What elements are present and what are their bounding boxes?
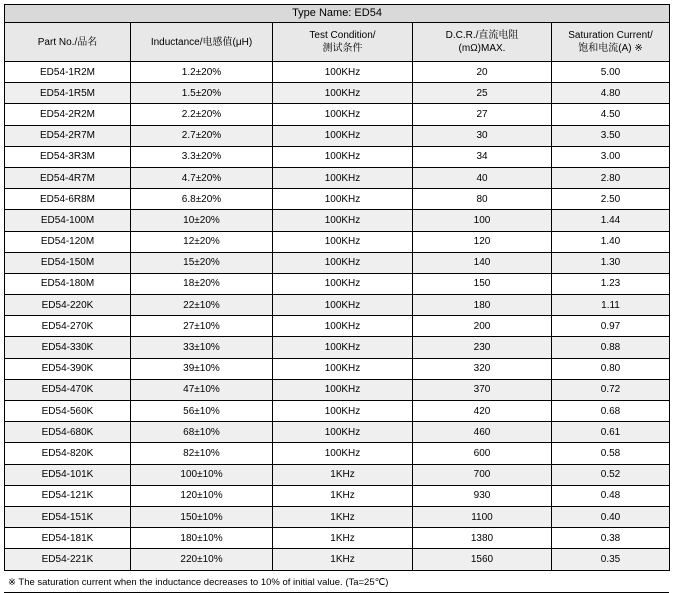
cell-part-no: ED54-560K [5, 401, 131, 422]
cell-saturation-current: 0.80 [552, 358, 670, 379]
cell-inductance: 6.8±20% [131, 189, 273, 210]
cell-dcr: 1560 [413, 549, 552, 570]
cell-inductance: 100±10% [131, 464, 273, 485]
cell-saturation-current: 0.61 [552, 422, 670, 443]
cell-inductance: 22±10% [131, 295, 273, 316]
cell-saturation-current: 4.80 [552, 83, 670, 104]
cell-test-condition: 100KHz [273, 337, 413, 358]
cell-test-condition: 100KHz [273, 379, 413, 400]
cell-inductance: 15±20% [131, 252, 273, 273]
cell-test-condition: 100KHz [273, 231, 413, 252]
cell-inductance: 1.5±20% [131, 83, 273, 104]
table-row [5, 125, 670, 146]
table-row [5, 379, 670, 400]
cell-part-no: ED54-101K [5, 464, 131, 485]
table-header-row [5, 23, 670, 62]
cell-part-no: ED54-1R5M [5, 83, 131, 104]
cell-part-no: ED54-330K [5, 337, 131, 358]
table-row [5, 464, 670, 485]
cell-dcr: 27 [413, 104, 552, 125]
cell-inductance: 2.7±20% [131, 125, 273, 146]
table-row [5, 401, 670, 422]
cell-test-condition: 1KHz [273, 506, 413, 527]
cell-part-no: ED54-180M [5, 273, 131, 294]
cell-inductance: 180±10% [131, 528, 273, 549]
cell-inductance: 1.2±20% [131, 62, 273, 83]
cell-inductance: 47±10% [131, 379, 273, 400]
cell-part-no: ED54-151K [5, 506, 131, 527]
cell-inductance: 120±10% [131, 485, 273, 506]
table-row [5, 210, 670, 231]
cell-saturation-current: 5.00 [552, 62, 670, 83]
cell-part-no: ED54-470K [5, 379, 131, 400]
table-row [5, 252, 670, 273]
column-header-dcr-line1: D.C.R./直流电阻 [445, 30, 519, 41]
cell-saturation-current: 0.72 [552, 379, 670, 400]
cell-saturation-current: 0.40 [552, 506, 670, 527]
cell-part-no: ED54-2R7M [5, 125, 131, 146]
cell-dcr: 320 [413, 358, 552, 379]
cell-test-condition: 100KHz [273, 189, 413, 210]
column-header-test-condition-line2: 测试条件 [322, 43, 363, 54]
cell-part-no: ED54-270K [5, 316, 131, 337]
table-row [5, 528, 670, 549]
cell-test-condition: 1KHz [273, 549, 413, 570]
cell-saturation-current: 1.30 [552, 252, 670, 273]
column-header-test-condition-line1: Test Condition/ [309, 30, 376, 41]
cell-part-no: ED54-120M [5, 231, 131, 252]
column-header-saturation-current-line2: 饱和电流(A) ※ [578, 43, 643, 54]
footnote: ※ The saturation current when the inductance decreases to 10% of initial value. (Ta=25℃) [8, 576, 389, 588]
cell-dcr: 150 [413, 273, 552, 294]
cell-saturation-current: 4.50 [552, 104, 670, 125]
cell-part-no: ED54-6R8M [5, 189, 131, 210]
cell-inductance: 10±20% [131, 210, 273, 231]
cell-test-condition: 1KHz [273, 528, 413, 549]
cell-test-condition: 100KHz [273, 83, 413, 104]
cell-test-condition: 100KHz [273, 401, 413, 422]
cell-part-no: ED54-1R2M [5, 62, 131, 83]
cell-dcr: 40 [413, 167, 552, 188]
cell-saturation-current: 0.52 [552, 464, 670, 485]
table-row [5, 358, 670, 379]
footer-divider [4, 592, 669, 593]
table-row [5, 273, 670, 294]
table-row [5, 62, 670, 83]
cell-test-condition: 100KHz [273, 104, 413, 125]
cell-dcr: 20 [413, 62, 552, 83]
cell-inductance: 27±10% [131, 316, 273, 337]
cell-dcr: 30 [413, 125, 552, 146]
table-row [5, 104, 670, 125]
table-row [5, 146, 670, 167]
cell-part-no: ED54-2R2M [5, 104, 131, 125]
table-row [5, 549, 670, 570]
cell-dcr: 370 [413, 379, 552, 400]
cell-inductance: 68±10% [131, 422, 273, 443]
cell-inductance: 220±10% [131, 549, 273, 570]
cell-saturation-current: 1.23 [552, 273, 670, 294]
cell-part-no: ED54-820K [5, 443, 131, 464]
cell-inductance: 2.2±20% [131, 104, 273, 125]
column-header-test-condition [273, 23, 413, 62]
table-row [5, 231, 670, 252]
cell-inductance: 33±10% [131, 337, 273, 358]
cell-saturation-current: 2.50 [552, 189, 670, 210]
cell-dcr: 600 [413, 443, 552, 464]
cell-inductance: 82±10% [131, 443, 273, 464]
cell-part-no: ED54-121K [5, 485, 131, 506]
column-header-dcr [413, 23, 552, 62]
cell-test-condition: 100KHz [273, 273, 413, 294]
specification-table [4, 4, 670, 571]
table-row [5, 443, 670, 464]
cell-dcr: 34 [413, 146, 552, 167]
cell-part-no: ED54-680K [5, 422, 131, 443]
cell-saturation-current: 0.97 [552, 316, 670, 337]
column-header-part-no-line1: Part No./品名 [37, 36, 98, 48]
cell-part-no: ED54-221K [5, 549, 131, 570]
table-row [5, 316, 670, 337]
cell-inductance: 3.3±20% [131, 146, 273, 167]
cell-test-condition: 1KHz [273, 485, 413, 506]
cell-dcr: 180 [413, 295, 552, 316]
table-row [5, 506, 670, 527]
cell-saturation-current: 3.50 [552, 125, 670, 146]
type-name-title: Type Name: ED54 [5, 5, 670, 23]
cell-dcr: 25 [413, 83, 552, 104]
cell-test-condition: 100KHz [273, 295, 413, 316]
cell-saturation-current: 1.40 [552, 231, 670, 252]
cell-test-condition: 100KHz [273, 210, 413, 231]
cell-dcr: 930 [413, 485, 552, 506]
cell-dcr: 80 [413, 189, 552, 210]
cell-saturation-current: 0.88 [552, 337, 670, 358]
cell-dcr: 120 [413, 231, 552, 252]
cell-test-condition: 100KHz [273, 252, 413, 273]
cell-saturation-current: 0.68 [552, 401, 670, 422]
cell-dcr: 460 [413, 422, 552, 443]
cell-part-no: ED54-100M [5, 210, 131, 231]
cell-saturation-current: 1.44 [552, 210, 670, 231]
cell-dcr: 1100 [413, 506, 552, 527]
cell-part-no: ED54-3R3M [5, 146, 131, 167]
cell-test-condition: 100KHz [273, 422, 413, 443]
table-row [5, 189, 670, 210]
cell-test-condition: 100KHz [273, 146, 413, 167]
cell-saturation-current: 3.00 [552, 146, 670, 167]
column-header-saturation-current [552, 23, 670, 62]
column-header-part-no [5, 23, 131, 62]
cell-part-no: ED54-4R7M [5, 167, 131, 188]
column-header-saturation-current-line1: Saturation Current/ [568, 30, 653, 41]
cell-test-condition: 100KHz [273, 358, 413, 379]
cell-inductance: 18±20% [131, 273, 273, 294]
column-header-inductance [131, 23, 273, 62]
cell-dcr: 200 [413, 316, 552, 337]
cell-test-condition: 100KHz [273, 125, 413, 146]
table-row [5, 295, 670, 316]
column-header-dcr-line2: (mΩ)MAX. [458, 43, 506, 54]
table-row [5, 83, 670, 104]
cell-dcr: 700 [413, 464, 552, 485]
cell-dcr: 1380 [413, 528, 552, 549]
cell-part-no: ED54-220K [5, 295, 131, 316]
cell-dcr: 420 [413, 401, 552, 422]
cell-saturation-current: 0.38 [552, 528, 670, 549]
table-title-row [5, 5, 670, 23]
cell-inductance: 150±10% [131, 506, 273, 527]
cell-inductance: 12±20% [131, 231, 273, 252]
cell-saturation-current: 2.80 [552, 167, 670, 188]
cell-saturation-current: 0.58 [552, 443, 670, 464]
cell-inductance: 39±10% [131, 358, 273, 379]
cell-test-condition: 100KHz [273, 62, 413, 83]
cell-dcr: 230 [413, 337, 552, 358]
cell-saturation-current: 1.11 [552, 295, 670, 316]
table-row [5, 337, 670, 358]
cell-inductance: 4.7±20% [131, 167, 273, 188]
cell-saturation-current: 0.35 [552, 549, 670, 570]
cell-part-no: ED54-181K [5, 528, 131, 549]
column-header-inductance-line1: Inductance/电感值(μH) [150, 36, 253, 48]
table-row [5, 485, 670, 506]
cell-inductance: 56±10% [131, 401, 273, 422]
cell-part-no: ED54-150M [5, 252, 131, 273]
cell-dcr: 140 [413, 252, 552, 273]
cell-test-condition: 100KHz [273, 316, 413, 337]
table-row [5, 422, 670, 443]
cell-test-condition: 100KHz [273, 443, 413, 464]
cell-test-condition: 1KHz [273, 464, 413, 485]
cell-dcr: 100 [413, 210, 552, 231]
cell-part-no: ED54-390K [5, 358, 131, 379]
table-row [5, 167, 670, 188]
cell-saturation-current: 0.48 [552, 485, 670, 506]
cell-test-condition: 100KHz [273, 167, 413, 188]
